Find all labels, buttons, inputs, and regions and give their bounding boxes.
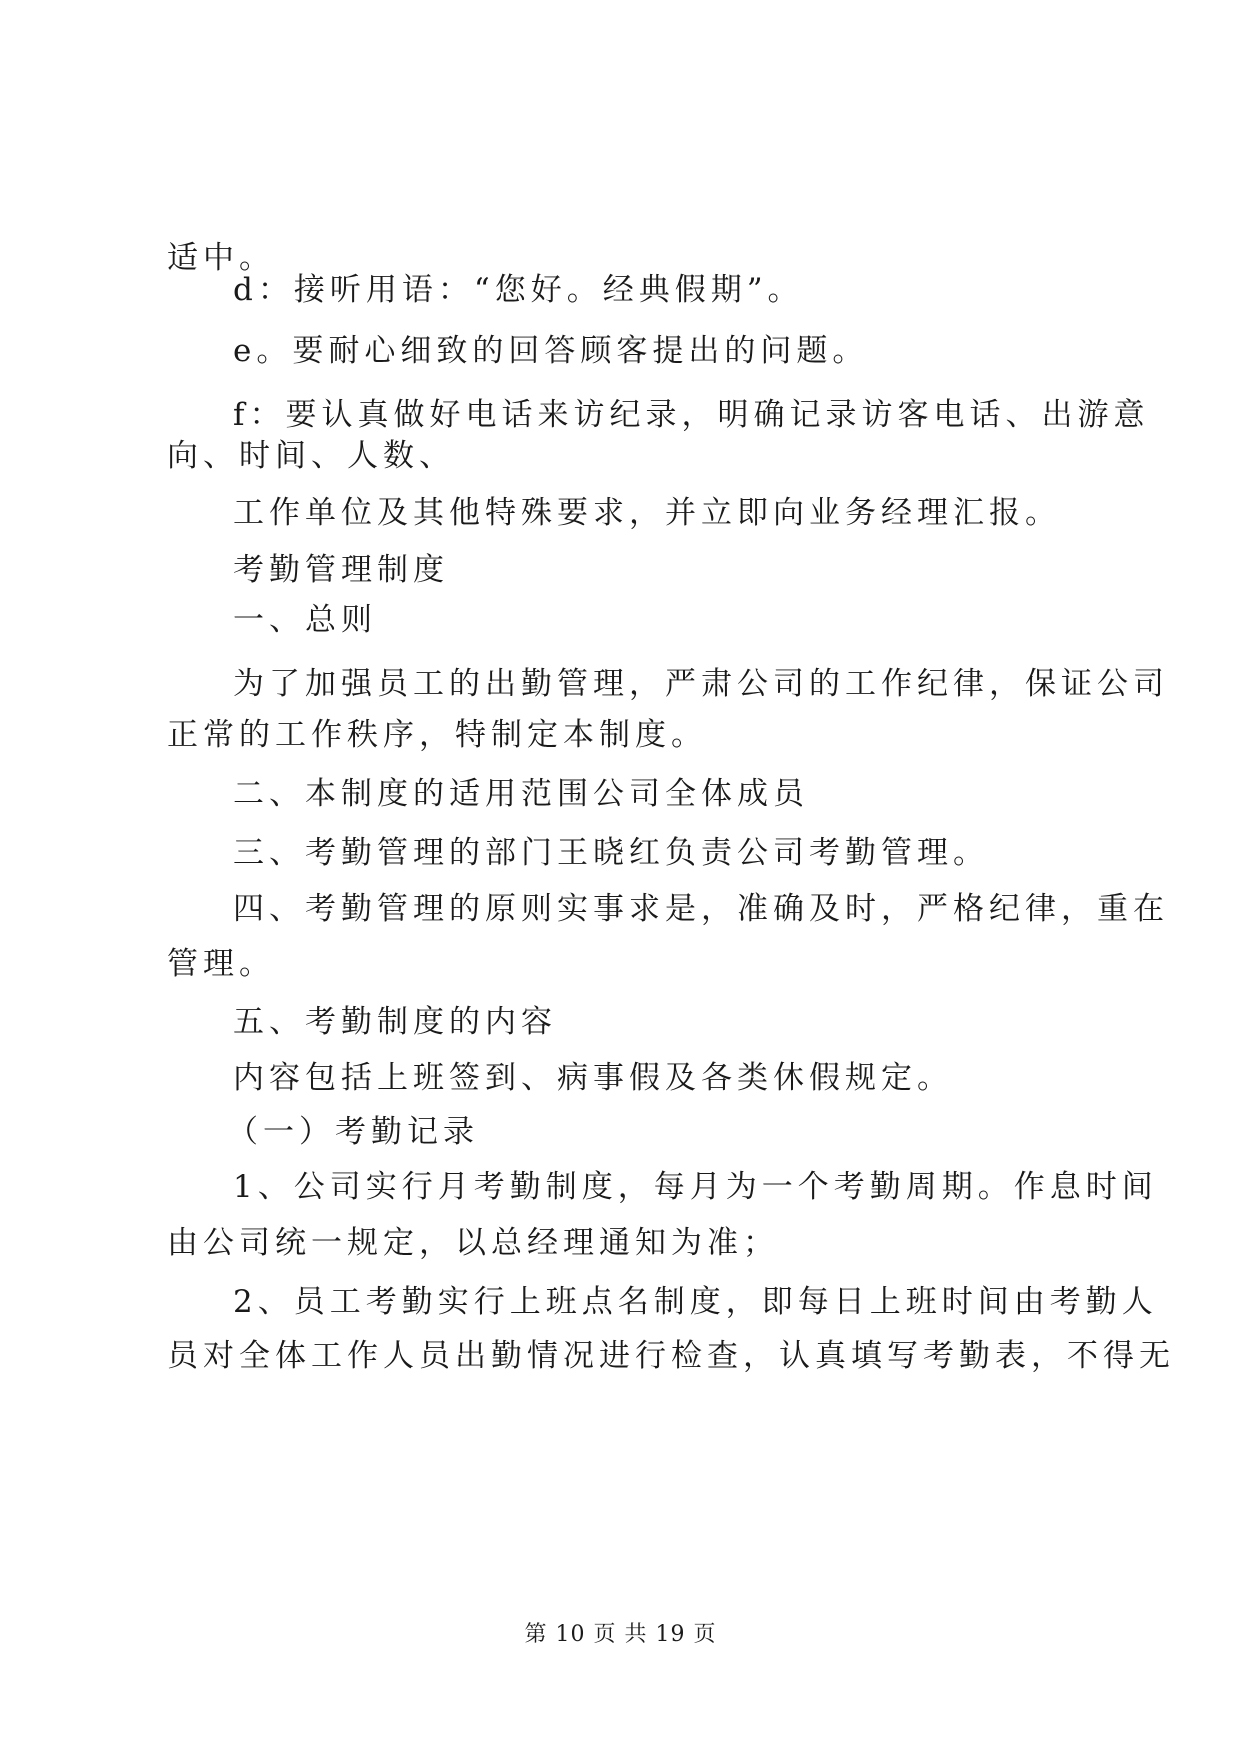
text-line: 为了加强员工的出勤管理，严肃公司的工作纪律，保证公司 xyxy=(233,666,1169,702)
text-line: f：要认真做好电话来访纪录，明确记录访客电话、出游意 xyxy=(233,397,1150,433)
text-line: e。要耐心细致的回答顾客提出的问题。 xyxy=(233,333,869,369)
text-line: 四、考勤管理的原则实事求是，准确及时，严格纪律，重在 xyxy=(233,891,1169,927)
text-line: 内容包括上班签到、病事假及各类休假规定。 xyxy=(233,1060,953,1096)
section-heading: 一、总则 xyxy=(233,602,377,638)
text-line: 向、时间、人数、 xyxy=(167,438,455,474)
text-line: 1、公司实行月考勤制度，每月为一个考勤周期。作息时间 xyxy=(233,1169,1158,1205)
section-heading: 五、考勤制度的内容 xyxy=(233,1004,557,1040)
text-line: 三、考勤管理的部门王晓红负责公司考勤管理。 xyxy=(233,835,989,871)
text-line: 由公司统一规定，以总经理通知为准； xyxy=(167,1225,779,1261)
text-line: 二、本制度的适用范围公司全体成员 xyxy=(233,776,809,812)
text-line: 工作单位及其他特殊要求，并立即向业务经理汇报。 xyxy=(233,495,1061,531)
text-line: 正常的工作秩序，特制定本制度。 xyxy=(167,717,707,753)
section-heading: （一）考勤记录 xyxy=(227,1114,479,1150)
page-footer: 第 10 页 共 19 页 xyxy=(524,1622,717,1647)
text-line: 管理。 xyxy=(167,946,275,982)
text-line: 适中。 xyxy=(167,240,275,276)
section-heading: 考勤管理制度 xyxy=(233,552,449,588)
text-line: 2、员工考勤实行上班点名制度，即每日上班时间由考勤人 xyxy=(233,1284,1158,1320)
text-line: 员对全体工作人员出勤情况进行检查，认真填写考勤表，不得无 xyxy=(167,1338,1175,1374)
text-line: d：接听用语：“您好。经典假期”。 xyxy=(233,272,804,308)
